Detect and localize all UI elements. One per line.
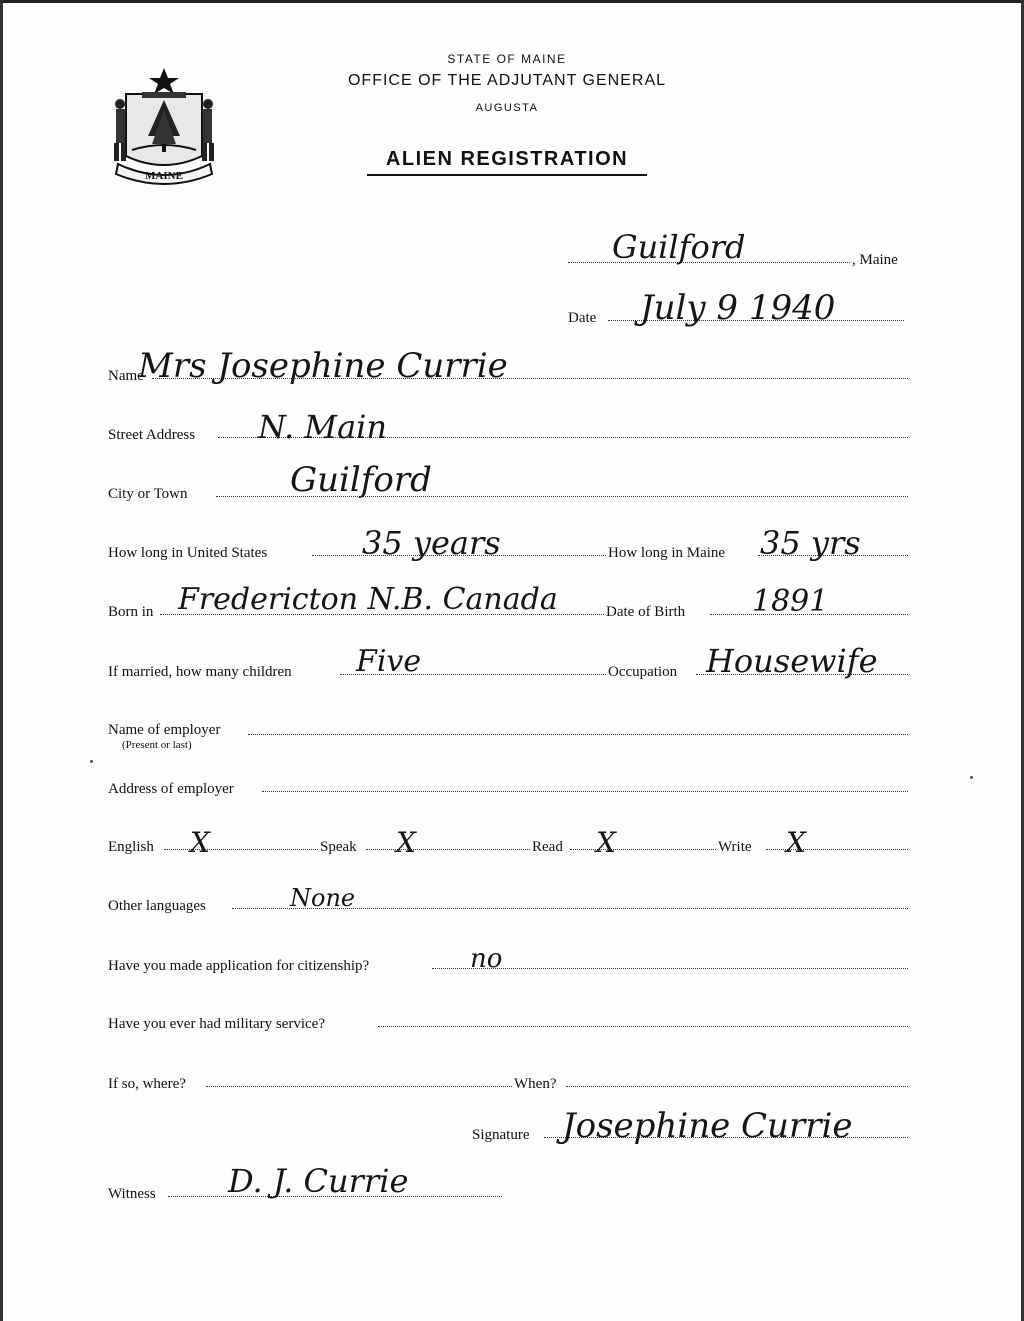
citizenship-entry: no <box>470 944 503 974</box>
where-line <box>206 1086 512 1087</box>
when-label: When? <box>514 1076 557 1092</box>
date-of-birth-label: Date of Birth <box>606 604 686 620</box>
maine-duration-label: How long in Maine <box>608 545 726 561</box>
witness-entry: D. J. Currie <box>228 1162 409 1200</box>
street-address-label: Street Address <box>108 427 196 443</box>
occupation-label: Occupation <box>608 664 678 680</box>
read-entry: X <box>596 826 616 859</box>
date-label: Date <box>568 310 597 326</box>
us-duration-entry: 35 years <box>362 524 501 562</box>
title-underline <box>367 174 647 176</box>
paper-speck <box>970 776 973 779</box>
english-label: English <box>108 839 154 855</box>
name-entry: Mrs Josephine Currie <box>138 346 508 386</box>
us-duration-label: How long in United States <box>108 545 268 561</box>
seal-banner-text: MAINE <box>145 170 183 182</box>
read-line <box>570 849 716 850</box>
citizenship-line <box>432 968 908 969</box>
speak-entry: X <box>396 826 416 859</box>
born-in-entry: Fredericton N.B. Canada <box>178 582 558 617</box>
page-edge-left <box>0 0 3 1321</box>
header-state: STATE OF MAINE <box>447 52 567 66</box>
citizenship-label: Have you made application for citizenship? <box>108 958 370 974</box>
military-label: Have you ever had military service? <box>108 1016 325 1032</box>
street-address-entry: N. Main <box>258 408 387 446</box>
place-suffix-label: , Maine <box>852 252 898 268</box>
place-entry: Guilford <box>612 228 746 266</box>
write-label: Write <box>718 839 752 855</box>
speak-label: Speak <box>320 839 357 855</box>
name-label: Name <box>108 368 144 384</box>
english-entry: X <box>190 826 210 859</box>
children-label: If married, how many children <box>108 664 292 680</box>
employer-line <box>248 734 908 735</box>
military-line <box>378 1026 908 1027</box>
signature-label: Signature <box>472 1127 530 1143</box>
when-line <box>566 1086 908 1087</box>
other-languages-entry: None <box>290 884 356 912</box>
date-entry: July 9 1940 <box>640 288 836 328</box>
header-city: AUGUSTA <box>475 102 539 114</box>
city-entry: Guilford <box>290 460 432 500</box>
children-entry: Five <box>356 644 422 679</box>
employer-sublabel: (Present or last) <box>122 739 192 751</box>
read-label: Read <box>532 839 563 855</box>
other-languages-label: Other languages <box>108 898 206 914</box>
maine-duration-entry: 35 yrs <box>760 524 861 562</box>
write-entry: X <box>786 826 806 859</box>
city-label: City or Town <box>108 486 188 502</box>
speak-line <box>366 849 530 850</box>
date-of-birth-entry: 1891 <box>752 584 829 619</box>
witness-label: Witness <box>108 1186 156 1202</box>
born-in-label: Born in <box>108 604 154 620</box>
occupation-entry: Housewife <box>706 642 878 680</box>
employer-address-line <box>262 791 908 792</box>
employer-label: Name of employer <box>108 722 221 738</box>
english-line <box>164 849 318 850</box>
where-label: If so, where? <box>108 1076 186 1092</box>
page-edge-top <box>0 0 1024 3</box>
page-title: ALIEN REGISTRATION <box>385 148 629 170</box>
header-office: OFFICE OF THE ADJUTANT GENERAL <box>347 72 667 89</box>
paper-speck <box>90 760 93 763</box>
employer-address-label: Address of employer <box>108 781 234 797</box>
signature-entry: Josephine Currie <box>562 1106 853 1146</box>
